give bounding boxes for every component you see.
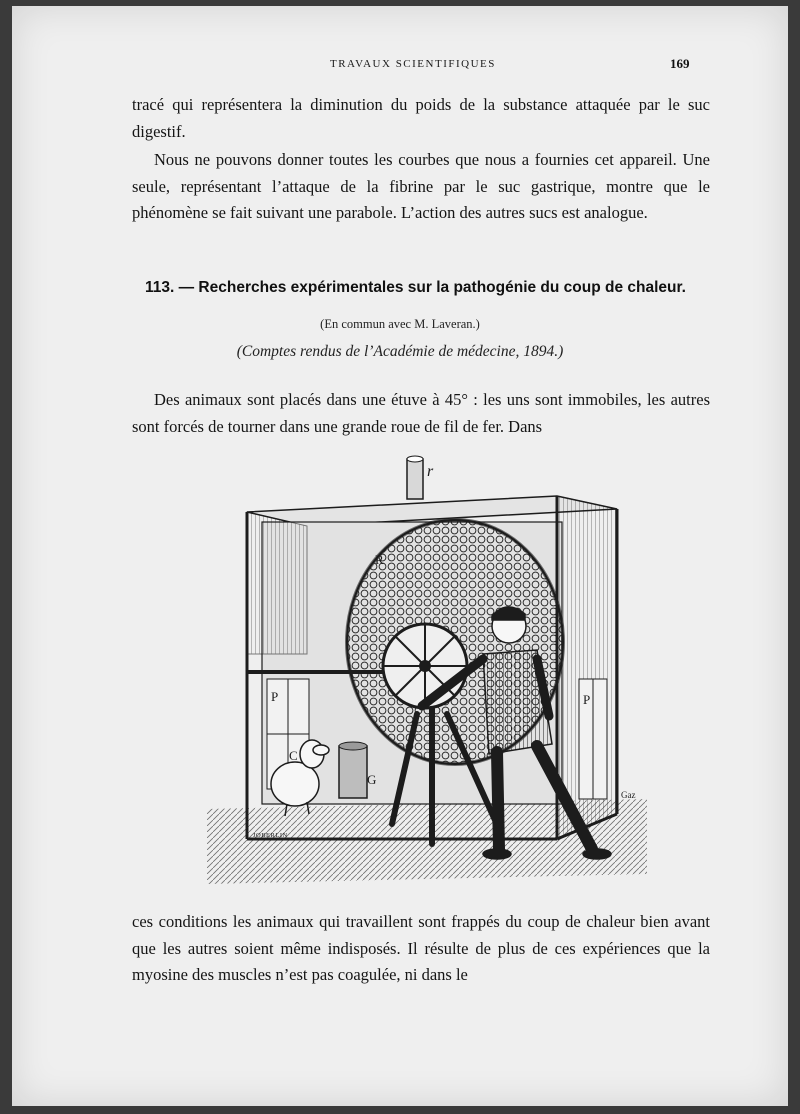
paragraph-3-text: Des animaux sont placés dans une étuve à 45° : les uns sont immobiles, les autres sont forcés de tourner dans une grande roue de fil de fer. Dans	[132, 390, 710, 436]
page-header	[12, 58, 788, 78]
paragraph-3	[132, 387, 710, 440]
figure-item-number: Gaz	[621, 790, 636, 800]
label-R: R	[375, 552, 384, 567]
engraving-illustration	[207, 454, 647, 884]
engraving-figure	[207, 454, 647, 884]
label-G: G	[367, 772, 377, 787]
label-P-left: P	[271, 689, 279, 704]
paragraph-1	[132, 92, 710, 145]
running-title: TRAVAUX SCIENTIFIQUES	[330, 58, 496, 70]
label-P-right: P	[583, 692, 591, 707]
publication-reference: (Comptes rendus de l’Académie de médecine, 1894.)	[236, 343, 564, 360]
label-r: r	[427, 463, 434, 480]
paragraph-4-text: ces conditions les animaux qui travaillent sont frappés du coup de chaleur bien avant que les autres soient même indisposés. Il résulte de plus de ces expériences que la myosine des muscles n’est pas coagulée, ni dans le	[132, 912, 710, 984]
oven-left-panel	[247, 512, 307, 654]
page-number: 169	[670, 56, 690, 71]
paragraph-1-text: tracé qui représentera la diminution du poids de la substance attaquée par le suc digestif.	[132, 95, 710, 141]
section-title: 113. — Recherches expérimentales sur la pathogénie du coup de chaleur.	[145, 279, 686, 296]
engraver-signature: JOBERLIN	[253, 832, 288, 839]
paragraph-2-text: Nous ne pouvons donner toutes les courbes que nous a fournies cet appareil. Une seule, représentant l’attaque de la fibrine par le suc gastrique, montre que le phénomène se fait suivant une parabole. L’action des autres sucs est analogue.	[132, 150, 710, 222]
paragraph-4	[132, 909, 710, 989]
chimney	[407, 459, 423, 499]
collaboration-note: (En commun avec M. Laveran.)	[320, 317, 480, 331]
label-C: C	[289, 748, 298, 763]
paragraph-2	[132, 147, 710, 227]
cage-g	[339, 746, 367, 798]
document-page	[12, 6, 788, 1106]
